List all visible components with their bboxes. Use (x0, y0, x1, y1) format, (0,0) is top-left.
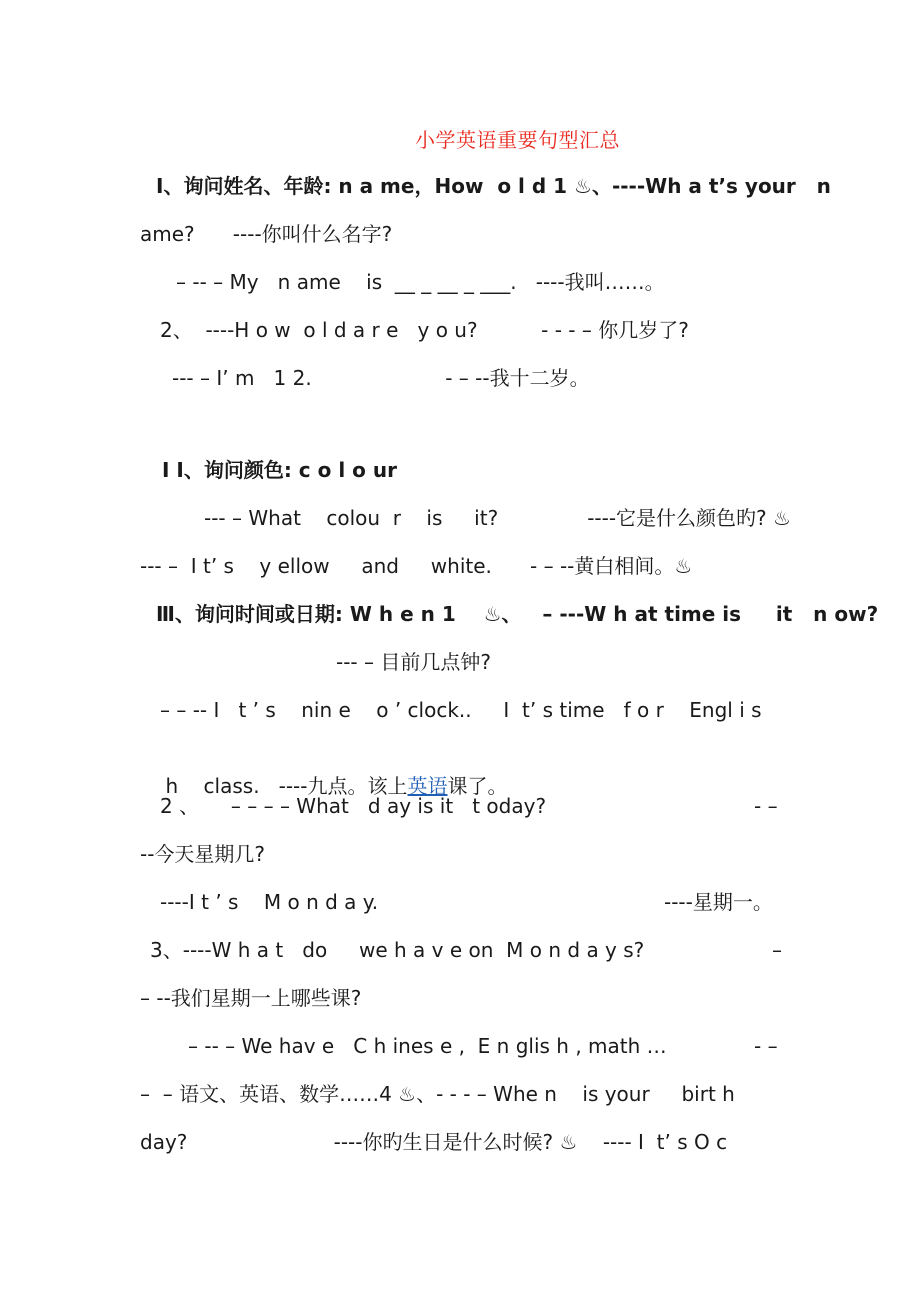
text-line: --今天星期几? (140, 842, 266, 866)
text-line: ----I t ’ s M o n d a y. (160, 890, 379, 914)
text-line: day? ----你旳生日是什么时候? ♨ ---- I t’ s O c (140, 1130, 728, 1154)
text-line: --- – What colou r is it? ----它是什么颜色旳? ♨ (204, 506, 791, 530)
section-2-heading: I I、询问颜色: c o l o ur (162, 458, 397, 482)
text-line: 3、----W h a t do we h a v e on M o n d a y s? (150, 938, 645, 962)
text-line: - – (754, 1034, 778, 1058)
section-1-heading: Ⅰ、询问姓名、年龄: n a me，How o l d 1 ♨、----Wh a t’s your n (156, 174, 831, 198)
text-line: 2 、 – – – – What d ay is it t oday? (160, 794, 547, 818)
text-line: – (772, 938, 782, 962)
text-line: --- – 目前几点钟? (336, 650, 491, 674)
text-span: 课了。 (447, 774, 508, 798)
english-link[interactable]: 英语 (407, 774, 448, 798)
text-line: – – -- I t ’ s nin e o ’ clock.. I t’ s time f o r Engl i s (160, 698, 762, 722)
text-line: – – 语文、英语、数学……4 ♨、- - - – Whe n is your birt h (140, 1082, 735, 1106)
text-line: – -- – My n ame is __ _ __ _ ___. ----我叫……。 (176, 270, 665, 294)
text-line: --- – I’ m 1 2. - – --我十二岁。 (172, 366, 590, 390)
text-line: - – (754, 794, 778, 818)
text-line: 2、 ----H o w o l d a r e y o u? - - - – 你几岁了? (160, 318, 689, 342)
text-line: ame? ----你叫什么名字? (140, 222, 393, 246)
text-line (140, 744, 508, 798)
text-line: – -- – We hav e C h ines e , E n glis h , math … (188, 1034, 667, 1058)
text-line: ----星期一。 (664, 890, 773, 914)
text-span: h class. ----九点。该上 (165, 774, 408, 798)
text-line: --- – I t’ s y ellow and white. - – --黄白相间。♨ (140, 554, 693, 578)
section-3-heading: Ⅲ、询问时间或日期: W h e n 1 ♨、 – ---W h at time is it n ow? (156, 602, 879, 626)
text-line: – --我们星期一上哪些课? (140, 986, 362, 1010)
page-title: 小学英语重要句型汇总 (415, 128, 620, 152)
